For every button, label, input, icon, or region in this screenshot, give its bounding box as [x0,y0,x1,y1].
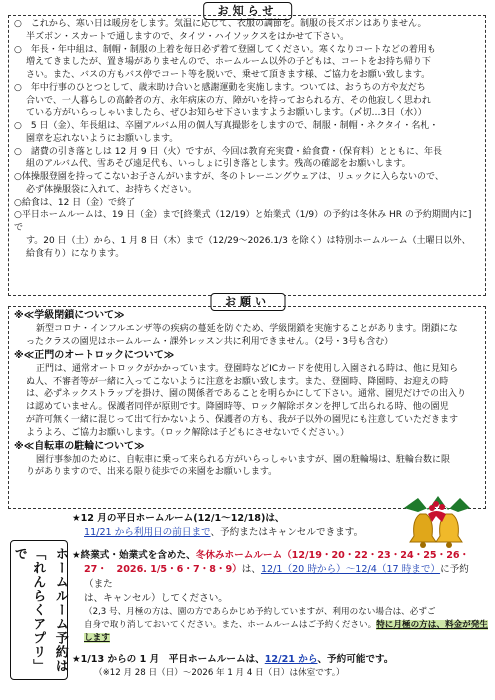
request-line: ったクラスの園児はホームルーム・課外レッスン共に利用できません。（2号・3号も含む） [26,336,394,347]
notice-line: ○ これから、寒い日は暖房をします。気温に応じて、衣服の調節を。制服の長ズボンはありません。 [14,19,427,29]
notice-line: 園章を忘れないようにお願いします。 [26,133,179,144]
notice-line: ○ 年長・年中組は、制帽・制服の上着を毎日必ず着て登園してください。寒くなりコートなどの着用も [14,44,436,55]
notice-line: 組のアルバム代、雪あそび遠足代も、いっしょに引き落とします。残高の確認をお願いします。 [26,159,411,170]
notice-line: 半ズボン・スカートで通しますので、タイツ・ハイソックスをはかせて下さい。 [26,31,350,42]
notice-line: ○ 5 日（金）、年長組は、卒園アルバム用の個人写真撮影をしますので、制服・制帽・ネクタイ・名札・ [14,121,439,132]
notice-line: ○ 諸費の引き落としは 12 月 9 日（火）ですが、今回は教育充実費・給食費・（保育料）とともに、年長 [14,146,442,157]
winter-homeroom-line2: 27・ 2026. 1/5・6・7・8・9）は、12/1（20 時から）～12/4（17 時まで）に予約（また [84,564,469,590]
homeroom-dec-line2: 11/21 から利用日の前日まで、予約またはキャンセルできます。 [84,527,364,539]
notice-line: ○ 年中行事のひとつとして、歳末助け合いと感謝運動を実施します。ついては、おうちの方や友だち [14,82,426,93]
request-line: は認めていません。保護者同伴が原則です。降園時等、ロック解除ボタンを押して出られる時、他の園児 [26,402,449,413]
request-line: が許可無く一緒に混じって出て行かないよう、保護者の方も、我が子以外の園児にも注意していただきます [26,414,459,425]
request-line: 園行事参加のために、自転車に乗って来られる方がいらっしゃいますが、園の駐輪場は、駐輪台数に限 [36,454,451,465]
request-line: ぬ人、不審者等が一緒に入ってこないように注意をお願い致します。また、登園時、降園時、お迎えの時 [26,376,449,387]
notice-line: ○平日ホームルームは、19 日（金）まで[終業式（12/19）と始業式（1/9）の予約は冬休み HR の予約期間内に]で [14,210,472,234]
homeroom-dec-line: ★12 月の平日ホームルーム(12/1～12/18)は、 [72,513,285,524]
notice-line: ○給食は、12 日（金）で終了 [14,197,136,208]
notice-title: お知らせ [203,2,293,20]
notice-line: す。20 日（土）から、1 月 8 日（木）まで（12/29～2026.1/3 を除く）は特別ホームルーム（土曜日以外、 [26,236,471,247]
winter-homeroom-note: （2,3 号、月極の方は、園の方であらかじめ予約していますが、利用のない場合は、必ずご [84,607,436,618]
request-line: 正門は、通常オートロックがかかっています。登園時などICカードを使用し入園される時は、他に見知ら [36,363,459,374]
request-line: ようよろ、ご協力お願いします。（ロック解除は子どもにさせないでください。） [26,427,350,438]
january-homeroom-note: （※12 月 28 日（日）～2026 年 1 月 4 日（日）は休室です。） [94,668,345,679]
request-line: 新型コロナ・インフルエンザ等の疾病の蔓延を防ぐため、学級閉鎖を実施することがあります。閉鎖にな [36,324,458,335]
winter-homeroom-note2: 自身で取り消しておいてください。また、ホームルームはご予約ください。特に月極の方は、料金が発生します [84,620,488,644]
notice-box [8,15,486,296]
request-title: お願い [210,293,285,311]
homeroom-info [72,512,488,680]
request-line: りがありますので、出来る限り徒歩での来園をお願いします。 [26,467,278,478]
notice-line: 必ず体操服袋に入れて、お持ちください。 [26,184,197,195]
notice-line: ○体操服登園を持ってこないお子さんがいますが、冬のトレーニングウェアは、リュックに入らないので、 [14,172,444,183]
section-heading-bicycle: ※≪自転車の駐輪について≫ [14,440,145,452]
vertical-text-2: 「れんらくアプリ」で [11,547,46,673]
notice-line: 増えてきましたが、置き場がありませんので、ホームルーム以外の子どもは、コートをお持ち帰り下 [26,57,431,68]
section-heading-autolock: ※≪正門のオートロックについて≫ [14,349,175,361]
vertical-text-1: ホームルーム予約は [52,547,68,673]
homeroom-app-note [10,540,68,680]
winter-homeroom-line: ★終業式・始業式を含めた、冬休みホームルーム（12/19・20・22・23・24・25・26・ [72,549,470,561]
notice-line: 給食有り）になります。 [26,248,125,259]
request-box [8,306,486,509]
notice-line: ている方がいらっしゃいましたら、ぜひお知らせ下さいますようお願いします。（〆切…3日（水）） [26,108,427,119]
january-homeroom-line: ★1/13 からの 1 月 平日ホームルームは、12/21 から、予約可能です。 [72,654,394,666]
notice-line: 合いで、一人暮らしの高齢者の方、永年病床の方、障がいを持っておられる方、その他寂しく思われ [26,95,431,106]
section-heading-class-closure: ※≪学級閉鎖について≫ [14,310,125,321]
request-line: は、必ずネックストラップを掛け、園の関係者であることを明らかにして下さい。通常、園児だけでの出入り [26,389,467,400]
notice-line: さい。また、バスの方もバス停でコート等を脱いで、乗せて頂きます様、ご協力をお願い致します。 [26,70,431,81]
winter-homeroom-line3: は、キャンセル）してください。 [84,592,228,604]
